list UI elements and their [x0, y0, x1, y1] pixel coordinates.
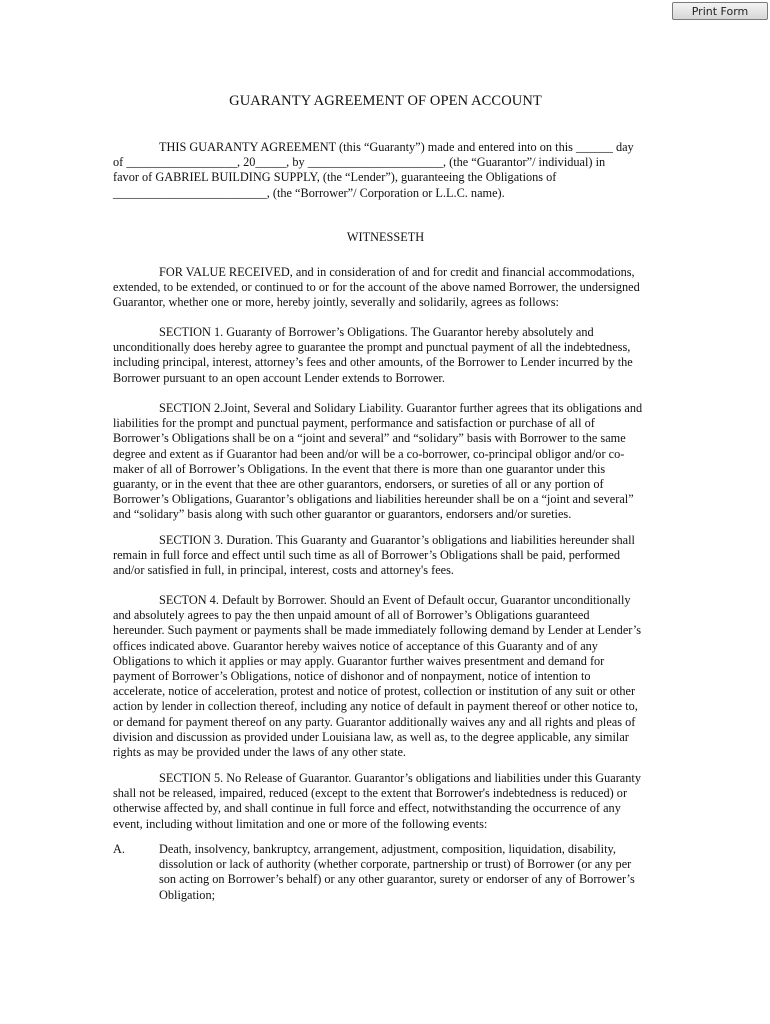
text-line: remain in full force and effect until such time as all of Borrower’s Obligations shall be paid, performed	[113, 548, 620, 563]
text-line: of __________________, 20_____, by ______________________, (the “Guarantor”/ individual) in	[113, 155, 606, 170]
text-line: division and discussion as provided under Louisiana law, as well as, to the degree applicable, any similar	[113, 729, 629, 744]
text-line: _________________________, (the “Borrower”/ Corporation or L.L.C. name).	[113, 185, 505, 200]
intro-paragraph	[113, 140, 658, 201]
text-line: SECTION 3. Duration. This Guaranty and Guarantor’s obligations and liabilities hereunder shall	[159, 533, 635, 547]
section-4-paragraph	[113, 593, 658, 760]
text-line: unconditionally does hereby agree to guarantee the prompt and punctual payment of all the indebtedness,	[113, 340, 631, 355]
text-line: guaranty, or in the event that thee are other guarantors, endorsers, or sureties of all or any portion of	[113, 477, 604, 492]
text-line: and absolutely agrees to pay the then unpaid amount of all of Borrower’s Obligations guaranteed	[113, 608, 590, 623]
text-line: SECTON 4. Default by Borrower. Should an Event of Default occur, Guarantor unconditionally	[159, 593, 631, 607]
text-line: Death, insolvency, bankruptcy, arrangement, adjustment, composition, liquidation, disability,	[159, 842, 616, 856]
text-line: Guarantor, whether one or more, hereby jointly, severally and solidarily, agrees as follows:	[113, 295, 559, 310]
value-received-paragraph	[113, 265, 658, 311]
text-line: Obligation;	[159, 887, 216, 902]
document-title: GUARANTY AGREEMENT OF OPEN ACCOUNT	[229, 93, 542, 109]
text-line: otherwise affected by, and shall continue in full force and effect, notwithstanding the occurrence of any	[113, 801, 621, 816]
text-line: THIS GUARANTY AGREEMENT (this “Guaranty”) made and entered into on this ______ day	[159, 140, 634, 154]
text-line: hereunder. Such payment or payments shall be made immediately following demand by Lender at Lender’s	[113, 623, 642, 638]
text-line: liabilities for the prompt and punctual payment, performance and satisfaction or purchase of all of	[113, 416, 595, 431]
text-line: FOR VALUE RECEIVED, and in consideration of and for credit and financial accommodations,	[159, 265, 635, 279]
text-line: SECTION 2.Joint, Several and Solidary Liability. Guarantor further agrees that its obligations and	[159, 401, 643, 415]
text-line: shall not be released, impaired, reduced (except to the extent that Borrower's indebtedness is reduced) or	[113, 786, 628, 801]
text-line: and/or satisfied in full, in principal, interest, costs and attorney's fees.	[113, 563, 454, 578]
text-line: or demand for payment thereof on any party. Guarantor additionally waives any and all rights and pleas of	[113, 714, 636, 729]
text-line: Borrower’s Obligations, Guarantor’s obligations and liabilities hereunder shall be on a “joint and several”	[113, 492, 634, 507]
text-line: son acting on Borrower’s behalf) or any other guarantor, surety or endorser of any of Borrower’s	[159, 872, 635, 887]
text-line: degree and extent as if Guarantor had been and/or will be a co-borrower, co-principal obligor and/or co-	[113, 446, 625, 461]
text-line: maker of all of Borrower’s Obligations. In the event that there is more than one guarantor under this	[113, 461, 606, 476]
text-line: rights as may be provided under the laws of any other state.	[113, 745, 406, 760]
text-line: and “solidary” basis along with such other guarantor or guarantors, endorsers and/or sureties.	[113, 507, 572, 522]
text-line: offices indicated above. Guarantor hereby waives notice of acceptance of this Guaranty and of any	[113, 638, 598, 653]
witnesseth-heading: WITNESSETH	[346, 230, 425, 244]
text-line: Obligations to which it applies or may apply. Guarantor further waives presentment and demand for	[113, 653, 605, 668]
print-form-button[interactable]: Print Form	[672, 2, 768, 20]
text-line: dissolution or lack of authority (whether corporate, partnership or trust) of Borrower (or any per	[159, 857, 632, 872]
text-line: Borrower’s Obligations shall be on a “joint and several” and “solidary” basis with Borrower to the same	[113, 431, 626, 446]
text-line: extended, to be extended, or continued to or for the account of the above named Borrower, the undersigned	[113, 280, 640, 295]
section-3-paragraph	[113, 533, 658, 579]
list-item-body	[159, 842, 659, 903]
list-letter: A.	[113, 842, 125, 856]
section-1-paragraph	[113, 325, 658, 386]
text-line: Borrower pursuant to an open account Lender extends to Borrower.	[113, 370, 445, 385]
text-line: payment of Borrower’s Obligations, notice of dishonor and of nonpayment, notice of intention to	[113, 669, 591, 684]
text-line: event, including without limitation and one or more of the following events:	[113, 816, 488, 831]
text-line: favor of GABRIEL BUILDING SUPPLY, (the “Lender”), guaranteeing the Obligations of	[113, 170, 557, 185]
text-line: action by lender in collection thereof, including any notice of default in payment thereof or other notice to,	[113, 699, 638, 714]
text-line: SECTION 5. No Release of Guarantor. Guarantor’s obligations and liabilities under this Guaranty	[159, 771, 641, 785]
section-5-paragraph	[113, 771, 658, 832]
text-line: SECTION 1. Guaranty of Borrower’s Obligations. The Guarantor hereby absolutely and	[159, 325, 594, 339]
text-line: accelerate, notice of acceleration, protest and notice of protest, collection or institution of any suit or other	[113, 684, 636, 699]
text-line: including principal, interest, attorney’s fees and other amounts, of the Borrower to Lender incurred by the	[113, 355, 633, 370]
section-2-paragraph	[113, 401, 658, 523]
list-item-a	[113, 842, 658, 906]
